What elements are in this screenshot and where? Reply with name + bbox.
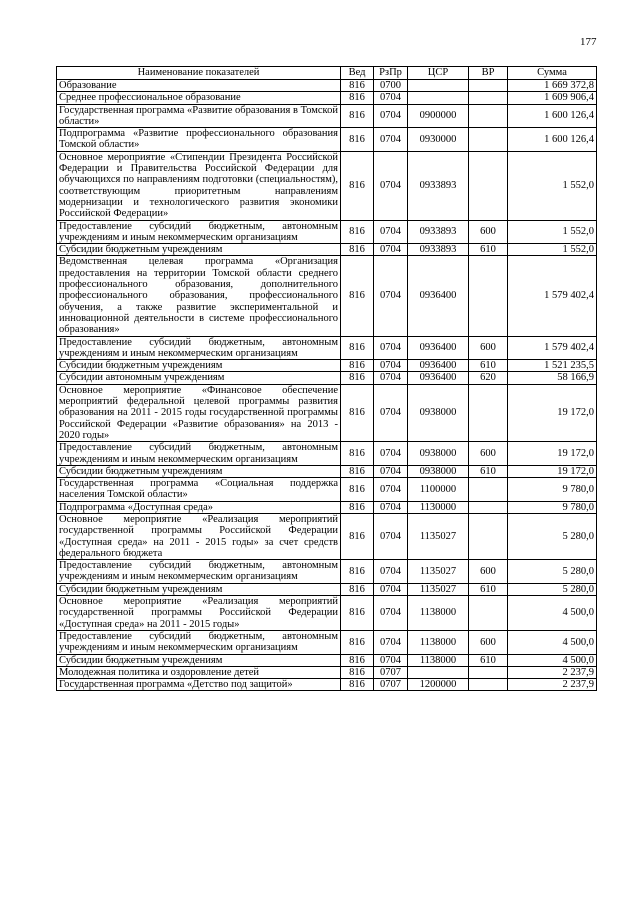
row-ved: 816 [341, 104, 374, 128]
row-csr [408, 666, 469, 678]
table-header [57, 67, 597, 80]
row-csr: 0938000 [408, 442, 469, 466]
row-vr [469, 596, 508, 631]
row-ved: 816 [341, 372, 374, 384]
row-ved: 816 [341, 220, 374, 244]
row-ved: 816 [341, 583, 374, 595]
table-row [57, 80, 597, 92]
row-rzpr: 0704 [374, 92, 408, 104]
row-ved: 816 [341, 80, 374, 92]
row-name: Образование [57, 80, 341, 92]
row-rzpr: 0704 [374, 596, 408, 631]
row-csr: 1138000 [408, 596, 469, 631]
row-vr [469, 151, 508, 220]
row-rzpr: 0704 [374, 220, 408, 244]
table-row [57, 666, 597, 678]
row-csr: 0936400 [408, 256, 469, 336]
row-rzpr: 0704 [374, 256, 408, 336]
row-ved: 816 [341, 336, 374, 360]
row-ved: 816 [341, 679, 374, 691]
row-vr: 600 [469, 560, 508, 584]
row-vr [469, 104, 508, 128]
row-csr: 1135027 [408, 583, 469, 595]
row-name: Субсидии бюджетным учреждениям [57, 465, 341, 477]
row-rzpr: 0704 [374, 465, 408, 477]
row-name: Государственная программа «Социальная поддержка населения Томской области» [57, 478, 341, 502]
header-rzpr: РзПр [374, 67, 408, 80]
row-csr: 1138000 [408, 654, 469, 666]
row-name: Среднее профессиональное образование [57, 92, 341, 104]
row-csr: 1138000 [408, 630, 469, 654]
row-ved: 816 [341, 478, 374, 502]
table-row [57, 560, 597, 584]
table-row [57, 501, 597, 513]
header-name: Наименование показателей [57, 67, 341, 80]
row-rzpr: 0704 [374, 513, 408, 559]
row-vr [469, 679, 508, 691]
row-name: Государственная программа «Развитие образования в Томской области» [57, 104, 341, 128]
row-sum: 1 521 235,5 [508, 360, 597, 372]
table-row [57, 596, 597, 631]
row-name: Предоставление субсидий бюджетным, автономным учреждениям и иным некоммерческим организациям [57, 442, 341, 466]
row-csr: 0933893 [408, 220, 469, 244]
row-vr: 610 [469, 244, 508, 256]
table-row [57, 679, 597, 691]
header-ved: Вед [341, 67, 374, 80]
row-ved: 816 [341, 666, 374, 678]
row-rzpr: 0704 [374, 336, 408, 360]
row-ved: 816 [341, 654, 374, 666]
table-body [57, 80, 597, 691]
row-csr: 0938000 [408, 384, 469, 441]
table-row [57, 92, 597, 104]
row-sum: 19 172,0 [508, 465, 597, 477]
table-row [57, 384, 597, 441]
row-name: Государственная программа «Детство под защитой» [57, 679, 341, 691]
row-csr: 0933893 [408, 151, 469, 220]
row-name: Субсидии автономным учреждениям [57, 372, 341, 384]
row-rzpr: 0704 [374, 151, 408, 220]
row-sum: 9 780,0 [508, 478, 597, 502]
row-ved: 816 [341, 560, 374, 584]
row-name: Ведомственная целевая программа «Организация предоставления на территории Томской области среднего профессионального образования, дополнительного профессионального образования, профессионального обучения, а также развитие экспериментальной и инновационной деятельности в системе профессионального образования» [57, 256, 341, 336]
row-name: Основное мероприятие «Стипендии Президента Российской Федерации и Правительства Российской Федерации для обучающихся по направлениям подготовки (специальностям), соответствующим приоритетным направлениям модернизации и технологического развития экономики Российской Федерации» [57, 151, 341, 220]
row-sum: 5 280,0 [508, 513, 597, 559]
table-row [57, 151, 597, 220]
row-ved: 816 [341, 244, 374, 256]
row-rzpr: 0704 [374, 442, 408, 466]
header-row [57, 67, 597, 80]
row-sum: 2 237,9 [508, 666, 597, 678]
row-name: Субсидии бюджетным учреждениям [57, 360, 341, 372]
row-sum: 1 609 906,4 [508, 92, 597, 104]
row-sum: 58 166,9 [508, 372, 597, 384]
row-csr: 0900000 [408, 104, 469, 128]
budget-table [56, 66, 597, 691]
table-row [57, 220, 597, 244]
row-csr [408, 80, 469, 92]
row-vr: 600 [469, 220, 508, 244]
row-name: Основное мероприятие «Финансовое обеспечение мероприятий федеральной целевой программы развития образования на 2011 - 2015 годы государственной программы Российской Федерации «Развитие образования» на 2013 - 2020 годы» [57, 384, 341, 441]
row-rzpr: 0704 [374, 244, 408, 256]
row-csr: 0936400 [408, 372, 469, 384]
row-name: Подпрограмма «Доступная среда» [57, 501, 341, 513]
row-rzpr: 0704 [374, 360, 408, 372]
row-vr: 610 [469, 465, 508, 477]
row-sum: 1 552,0 [508, 220, 597, 244]
row-rzpr: 0704 [374, 583, 408, 595]
table-row [57, 244, 597, 256]
row-rzpr: 0704 [374, 654, 408, 666]
table-row [57, 104, 597, 128]
row-ved: 816 [341, 465, 374, 477]
table-row [57, 478, 597, 502]
row-sum: 4 500,0 [508, 596, 597, 631]
row-vr: 600 [469, 630, 508, 654]
row-sum: 2 237,9 [508, 679, 597, 691]
row-rzpr: 0704 [374, 560, 408, 584]
table-row [57, 630, 597, 654]
row-csr: 0933893 [408, 244, 469, 256]
row-name: Молодежная политика и оздоровление детей [57, 666, 341, 678]
row-vr [469, 92, 508, 104]
row-sum: 5 280,0 [508, 560, 597, 584]
row-csr: 0938000 [408, 465, 469, 477]
row-name: Предоставление субсидий бюджетным, автономным учреждениям и иным некоммерческим организациям [57, 560, 341, 584]
row-csr: 1100000 [408, 478, 469, 502]
row-ved: 816 [341, 128, 374, 152]
table-row [57, 372, 597, 384]
row-vr [469, 128, 508, 152]
row-sum: 9 780,0 [508, 501, 597, 513]
row-sum: 1 552,0 [508, 151, 597, 220]
row-rzpr: 0707 [374, 679, 408, 691]
row-rzpr: 0704 [374, 501, 408, 513]
row-sum: 19 172,0 [508, 442, 597, 466]
header-vr: ВР [469, 67, 508, 80]
row-csr [408, 92, 469, 104]
row-ved: 816 [341, 596, 374, 631]
row-vr [469, 666, 508, 678]
row-sum: 4 500,0 [508, 630, 597, 654]
row-name: Предоставление субсидий бюджетным, автономным учреждениям и иным некоммерческим организациям [57, 630, 341, 654]
row-ved: 816 [341, 630, 374, 654]
row-vr [469, 80, 508, 92]
row-rzpr: 0707 [374, 666, 408, 678]
row-ved: 816 [341, 384, 374, 441]
row-sum: 1 669 372,8 [508, 80, 597, 92]
row-vr: 620 [469, 372, 508, 384]
row-rzpr: 0704 [374, 384, 408, 441]
table-row [57, 336, 597, 360]
row-rzpr: 0704 [374, 630, 408, 654]
row-rzpr: 0700 [374, 80, 408, 92]
row-vr [469, 256, 508, 336]
row-csr: 0930000 [408, 128, 469, 152]
row-ved: 816 [341, 256, 374, 336]
row-sum: 19 172,0 [508, 384, 597, 441]
row-name: Основное мероприятие «Реализация мероприятий государственной программы Российской Федерации «Доступная среда» на 2011 - 2015 годы» [57, 596, 341, 631]
row-ved: 816 [341, 513, 374, 559]
row-vr: 610 [469, 654, 508, 666]
row-ved: 816 [341, 151, 374, 220]
row-csr: 1135027 [408, 513, 469, 559]
row-sum: 5 280,0 [508, 583, 597, 595]
row-vr [469, 384, 508, 441]
row-sum: 1 579 402,4 [508, 256, 597, 336]
row-vr [469, 501, 508, 513]
row-ved: 816 [341, 360, 374, 372]
row-csr: 1130000 [408, 501, 469, 513]
row-name: Предоставление субсидий бюджетным, автономным учреждениям и иным некоммерческим организациям [57, 220, 341, 244]
row-rzpr: 0704 [374, 104, 408, 128]
row-csr: 1200000 [408, 679, 469, 691]
row-name: Субсидии бюджетным учреждениям [57, 583, 341, 595]
row-vr [469, 478, 508, 502]
row-rzpr: 0704 [374, 372, 408, 384]
row-ved: 816 [341, 92, 374, 104]
row-vr: 610 [469, 583, 508, 595]
header-csr: ЦСР [408, 67, 469, 80]
table-row [57, 654, 597, 666]
row-sum: 4 500,0 [508, 654, 597, 666]
row-sum: 1 600 126,4 [508, 128, 597, 152]
row-name: Субсидии бюджетным учреждениям [57, 654, 341, 666]
row-vr: 600 [469, 336, 508, 360]
table-row [57, 442, 597, 466]
row-ved: 816 [341, 442, 374, 466]
row-vr: 600 [469, 442, 508, 466]
row-rzpr: 0704 [374, 128, 408, 152]
row-csr: 0936400 [408, 336, 469, 360]
row-sum: 1 600 126,4 [508, 104, 597, 128]
page-number: 177 [580, 36, 597, 48]
table-row [57, 465, 597, 477]
row-ved: 816 [341, 501, 374, 513]
table-row [57, 583, 597, 595]
row-name: Подпрограмма «Развитие профессионального образования Томской области» [57, 128, 341, 152]
row-vr [469, 513, 508, 559]
row-rzpr: 0704 [374, 478, 408, 502]
row-name: Основное мероприятие «Реализация мероприятий государственной программы Российской Федерации «Доступная среда» на 2011 - 2015 годы» за счет средств федерального бюджета [57, 513, 341, 559]
row-vr: 610 [469, 360, 508, 372]
table-row [57, 513, 597, 559]
table-row [57, 128, 597, 152]
row-csr: 0936400 [408, 360, 469, 372]
row-name: Предоставление субсидий бюджетным, автономным учреждениям и иным некоммерческим организациям [57, 336, 341, 360]
header-sum: Сумма [508, 67, 597, 80]
table-row [57, 256, 597, 336]
row-name: Субсидии бюджетным учреждениям [57, 244, 341, 256]
table-row [57, 360, 597, 372]
row-sum: 1 579 402,4 [508, 336, 597, 360]
row-sum: 1 552,0 [508, 244, 597, 256]
row-csr: 1135027 [408, 560, 469, 584]
